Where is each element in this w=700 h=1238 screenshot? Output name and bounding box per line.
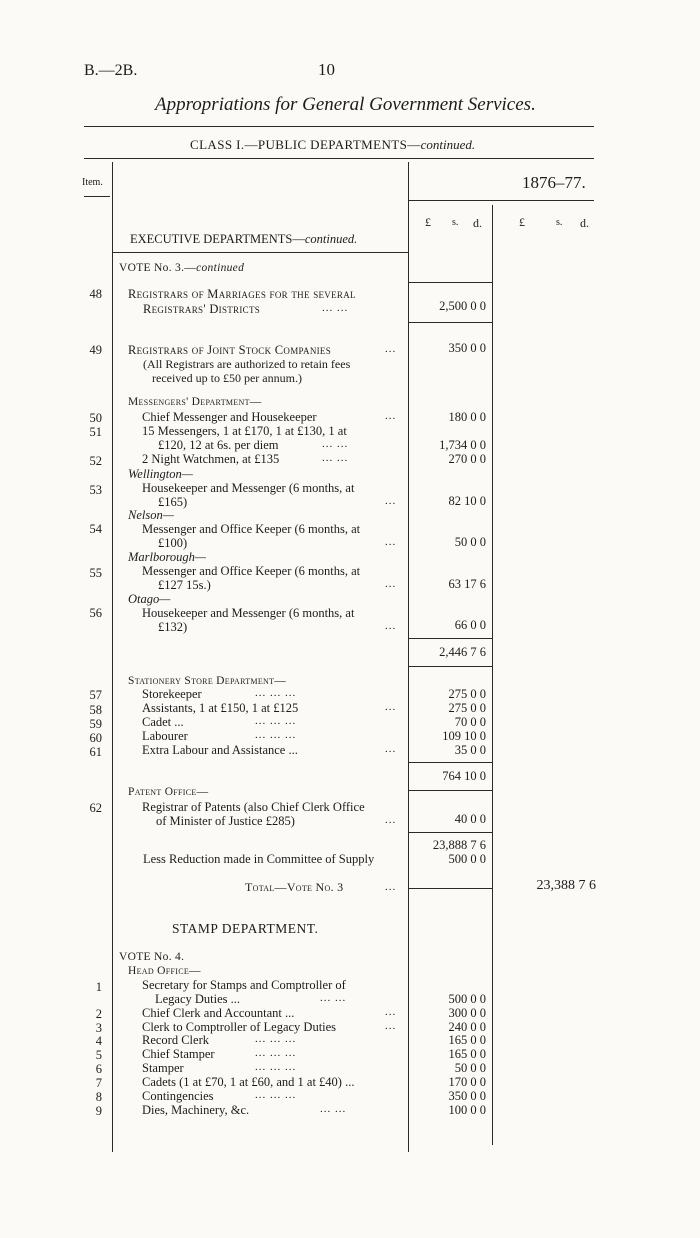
item-number: 62 xyxy=(89,801,102,815)
leader-dots: ... xyxy=(385,1020,397,1032)
leader-dots: ... xyxy=(385,1006,397,1018)
item-50-text: Chief Messenger and Housekeeper xyxy=(142,410,317,424)
total-rule-left xyxy=(408,888,492,889)
item-59-text: Cadet ... xyxy=(142,715,184,729)
leader-dots: ... xyxy=(385,410,397,422)
stamp-item-6-amount: 50 0 0 xyxy=(454,1061,486,1075)
subtotal-rule xyxy=(408,790,492,791)
leader-dots: ... ... ... xyxy=(255,1061,297,1073)
leader-dots: ... xyxy=(385,536,397,548)
pound-header-2: £ xyxy=(519,215,525,229)
class-heading: CLASS I.—PUBLIC DEPARTMENTS—continued. xyxy=(190,137,476,152)
amount-rule xyxy=(408,282,492,283)
item-52-text: 2 Night Watchmen, at £135 xyxy=(142,452,280,466)
subtotal-rule xyxy=(408,832,492,833)
section-title-stamp: STAMP DEPARTMENT. xyxy=(172,921,319,936)
leader-dots: ... ... ... xyxy=(255,729,297,741)
shilling-header-2: s. xyxy=(556,217,563,228)
place-otago: Otago— xyxy=(128,592,171,606)
amount-column-rule-mid xyxy=(492,205,493,1145)
leader-dots: ... ... ... xyxy=(255,715,297,727)
item-number: 55 xyxy=(89,566,102,580)
total-label: Total—Vote No. 3 xyxy=(245,880,344,894)
stamp-item-2-text: Chief Clerk and Accountant ... xyxy=(142,1006,295,1020)
item-number: 54 xyxy=(89,522,102,536)
leader-dots: ... xyxy=(385,814,397,826)
stamp-item-1-text-2: Legacy Duties ... xyxy=(155,992,241,1006)
head-office-heading: Head Office— xyxy=(128,965,201,977)
leader-dots: ... ... ... xyxy=(255,1033,297,1045)
subtotal-rule xyxy=(408,762,492,763)
item-number: 8 xyxy=(95,1090,102,1104)
place-wellington: Wellington— xyxy=(128,467,193,481)
item-number: 2 xyxy=(95,1007,102,1021)
vote-3-subtotal: 23,888 7 6 xyxy=(432,838,486,852)
title-rule xyxy=(84,126,594,127)
pence-header-2: d. xyxy=(580,216,589,230)
item-48-text: Registrars of Marriages for the several xyxy=(128,287,356,301)
subtotal-rule xyxy=(408,638,492,639)
place-nelson: Nelson— xyxy=(128,508,174,522)
stamp-item-5-text: Chief Stamper xyxy=(142,1047,215,1061)
item-number: 61 xyxy=(89,745,102,759)
section-rule xyxy=(112,252,408,253)
leader-dots: ... ... xyxy=(322,438,349,450)
item-59-amount: 70 0 0 xyxy=(454,715,486,729)
stamp-item-9-amount: 100 0 0 xyxy=(448,1103,486,1117)
section-title-executive: EXECUTIVE DEPARTMENTS—continued. xyxy=(130,232,358,246)
item-57-amount: 275 0 0 xyxy=(448,687,486,701)
item-61-amount: 35 0 0 xyxy=(454,743,486,757)
item-number: 59 xyxy=(89,717,102,731)
stamp-item-3-amount: 240 0 0 xyxy=(448,1020,486,1034)
item-55-text-2: £127 15s.) xyxy=(158,578,211,592)
reduction-text: Less Reduction made in Committee of Supply xyxy=(143,852,375,866)
item-number: 56 xyxy=(89,606,102,620)
page-number: 10 xyxy=(318,60,335,79)
reduction-amount: 500 0 0 xyxy=(448,852,486,866)
item-51-amount: 1,734 0 0 xyxy=(439,438,486,452)
stamp-item-7-amount: 170 0 0 xyxy=(448,1075,486,1089)
leader-dots: ... ... ... xyxy=(255,1089,297,1101)
item-49-text: Registrars of Joint Stock Companies xyxy=(128,343,332,357)
item-number: 6 xyxy=(95,1062,102,1076)
stamp-item-1-amount: 500 0 0 xyxy=(448,992,486,1006)
item-number: 50 xyxy=(89,411,102,425)
stamp-item-4-text: Record Clerk xyxy=(142,1033,209,1047)
item-number: 52 xyxy=(89,454,102,468)
place-marlborough: Marlborough— xyxy=(128,550,207,564)
subtotal-rule xyxy=(408,666,492,667)
item-49-amount: 350 0 0 xyxy=(448,341,486,355)
stamp-item-2-amount: 300 0 0 xyxy=(448,1006,486,1020)
item-number: 3 xyxy=(95,1021,102,1035)
stamp-item-9-text: Dies, Machinery, &c. xyxy=(142,1103,250,1117)
item-60-text: Labourer xyxy=(142,729,188,743)
pound-header-1: £ xyxy=(425,215,431,229)
leader-dots: ... ... ... xyxy=(255,1047,297,1059)
leader-dots: ... xyxy=(385,343,397,355)
amount-rule xyxy=(408,322,492,323)
pence-header-1: d. xyxy=(473,216,482,230)
stamp-item-6-text: Stamper xyxy=(142,1061,184,1075)
item-number: 48 xyxy=(89,287,102,301)
vote-heading-3: VOTE No. 3.—continued xyxy=(119,262,245,274)
leader-dots: ... xyxy=(385,701,397,713)
item-number: 51 xyxy=(89,425,102,439)
item-column-header: Item. xyxy=(82,177,103,188)
leader-dots: ... ... xyxy=(320,1103,347,1115)
stationery-subtotal: 764 10 0 xyxy=(442,769,486,783)
leader-dots: ... ... xyxy=(322,452,349,464)
item-62-text-2: of Minister of Justice £285) xyxy=(156,814,295,828)
stamp-item-3-text: Clerk to Comptroller of Legacy Duties xyxy=(142,1020,337,1034)
stamp-item-8-amount: 350 0 0 xyxy=(448,1089,486,1103)
stamp-item-5-amount: 165 0 0 xyxy=(448,1047,486,1061)
item-62-text: Registrar of Patents (also Chief Clerk Office xyxy=(142,800,365,814)
item-number: 4 xyxy=(95,1034,102,1048)
item-48-text-2: Registrars' Districts xyxy=(143,302,261,316)
leader-dots: ... xyxy=(385,495,397,507)
item-54-text: Messenger and Office Keeper (6 months, at xyxy=(142,522,361,536)
item-60-amount: 109 10 0 xyxy=(442,729,486,743)
stamp-item-4-amount: 165 0 0 xyxy=(448,1033,486,1047)
item-52-amount: 270 0 0 xyxy=(448,452,486,466)
item-number: 49 xyxy=(89,343,102,357)
item-61-text: Extra Labour and Assistance ... xyxy=(142,743,298,757)
amount-column-rule-left xyxy=(408,162,409,1152)
leader-dots: ... xyxy=(385,620,397,632)
year-column-header: 1876–77. xyxy=(522,173,586,192)
item-51-text: 15 Messengers, 1 at £170, 1 at £130, 1 at xyxy=(142,424,347,438)
item-number: 58 xyxy=(89,703,102,717)
item-57-text: Storekeeper xyxy=(142,687,202,701)
item-number: 60 xyxy=(89,731,102,745)
shilling-header-1: s. xyxy=(452,217,459,228)
item-56-text: Housekeeper and Messenger (6 months, at xyxy=(142,606,355,620)
item-53-text: Housekeeper and Messenger (6 months, at xyxy=(142,481,355,495)
item-number: 7 xyxy=(95,1076,102,1090)
item-number: 1 xyxy=(95,980,102,994)
leader-dots: ... xyxy=(385,578,397,590)
item-53-text-2: £165) xyxy=(158,495,188,509)
item-49-note-2: received up to £50 per annum.) xyxy=(152,371,302,385)
leader-dots: ... xyxy=(385,881,397,893)
item-55-amount: 63 17 6 xyxy=(448,577,486,591)
item-number: 57 xyxy=(89,688,102,702)
class-rule xyxy=(84,158,594,159)
messengers-heading: Messengers' Department— xyxy=(128,396,262,408)
leader-dots: ... ... xyxy=(320,992,347,1004)
messengers-subtotal: 2,446 7 6 xyxy=(439,645,486,659)
vote-heading-4: VOTE No. 4. xyxy=(119,951,185,963)
leader-dots: ... xyxy=(385,743,397,755)
item-51-text-2: £120, 12 at 6s. per diem xyxy=(158,438,279,452)
stamp-item-7-text: Cadets (1 at £70, 1 at £60, and 1 at £40) ... xyxy=(142,1075,355,1089)
vote-3-total: 23,388 7 6 xyxy=(536,878,596,893)
stationery-heading: Stationery Store Department— xyxy=(128,675,287,687)
item-column-rule xyxy=(112,162,113,1152)
year-rule xyxy=(408,200,594,201)
document-reference: B.—2B. xyxy=(84,62,138,79)
item-number: 5 xyxy=(95,1048,102,1062)
item-50-amount: 180 0 0 xyxy=(448,410,486,424)
item-number: 9 xyxy=(95,1104,102,1118)
item-number: 53 xyxy=(89,483,102,497)
stamp-item-1-text: Secretary for Stamps and Comptroller of xyxy=(142,978,346,992)
item-58-text: Assistants, 1 at £150, 1 at £125 xyxy=(142,701,299,715)
item-56-text-2: £132) xyxy=(158,620,188,634)
item-53-amount: 82 10 0 xyxy=(448,494,486,508)
item-55-text: Messenger and Office Keeper (6 months, at xyxy=(142,564,361,578)
item-62-amount: 40 0 0 xyxy=(454,812,486,826)
item-54-text-2: £100) xyxy=(158,536,188,550)
item-49-note: (All Registrars are authorized to retain fees xyxy=(143,357,351,371)
item-header-underline xyxy=(84,196,110,197)
stamp-item-8-text: Contingencies xyxy=(142,1089,214,1103)
item-54-amount: 50 0 0 xyxy=(454,535,486,549)
leader-dots: ... ... ... xyxy=(255,687,297,699)
leader-dots: ... ... xyxy=(322,302,349,314)
item-56-amount: 66 0 0 xyxy=(454,618,486,632)
patent-heading: Patent Office— xyxy=(128,786,209,798)
page-title: Appropriations for General Government Services. xyxy=(155,94,536,115)
item-58-amount: 275 0 0 xyxy=(448,701,486,715)
item-48-amount: 2,500 0 0 xyxy=(439,299,486,313)
